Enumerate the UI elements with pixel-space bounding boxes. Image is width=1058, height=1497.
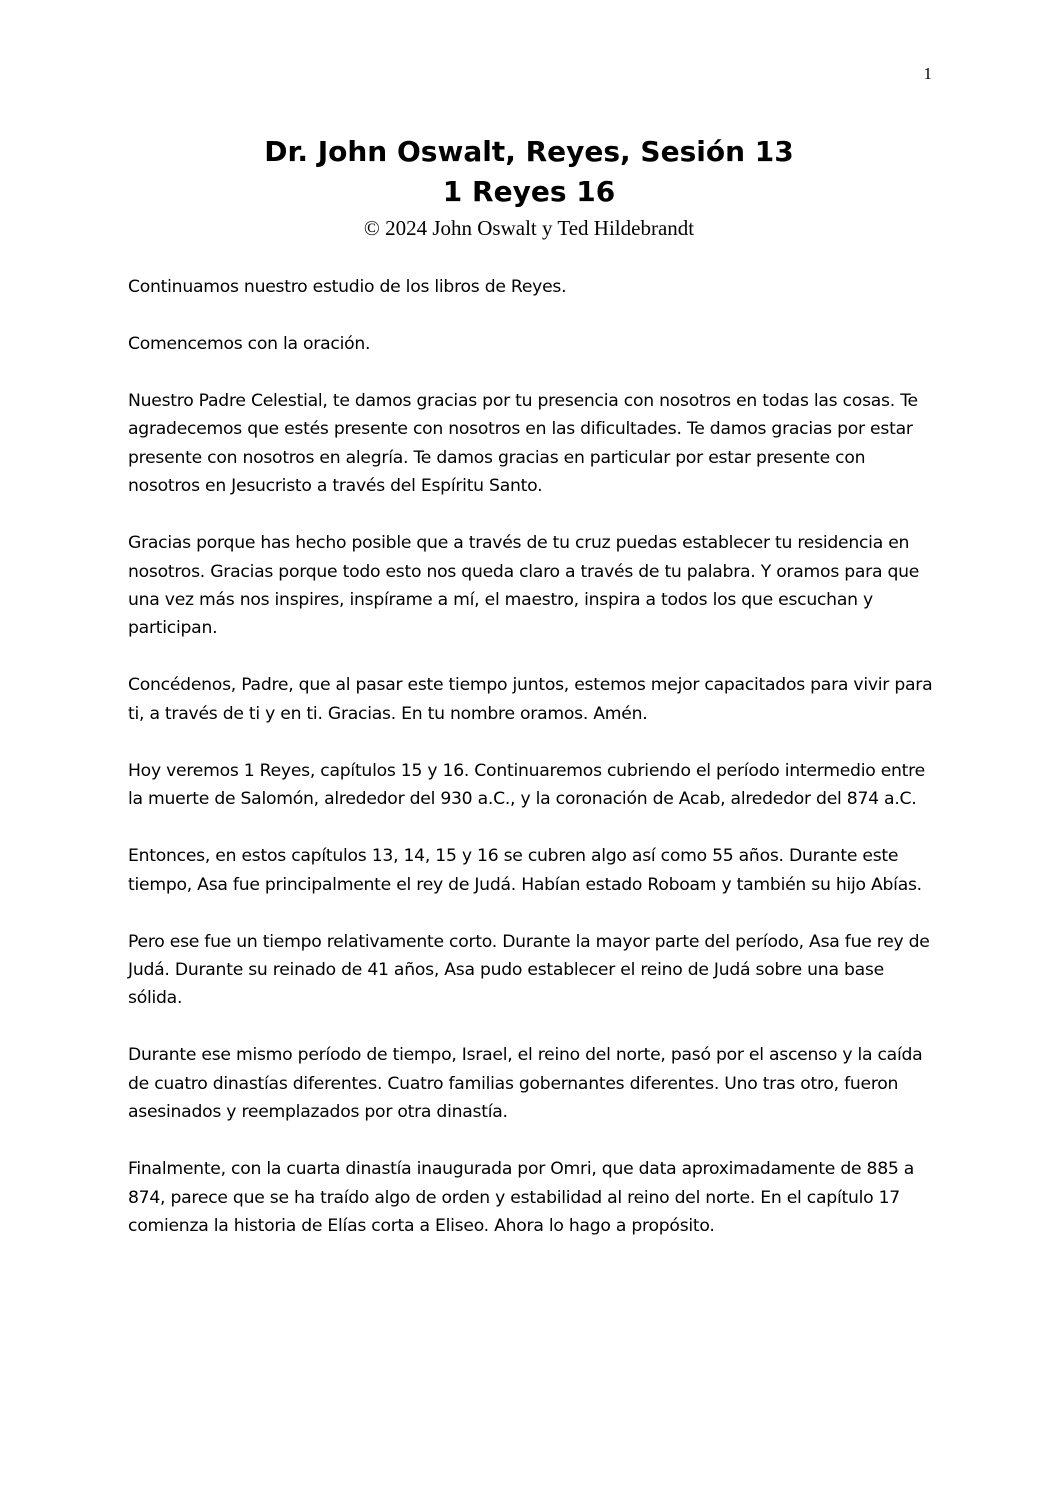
document-subtitle: 1 Reyes 16 bbox=[442, 175, 616, 208]
document-body bbox=[128, 273, 938, 1269]
document-title: Dr. John Oswalt, Reyes, Sesión 13 bbox=[264, 135, 794, 168]
paragraph: Pero ese fue un tiempo relativamente corto. Durante la mayor parte del período, Asa fue rey de Judá. Durante su reinado de 41 años, Asa pudo establecer el reino de Judá sobre una base sólida. bbox=[128, 931, 930, 1009]
paragraph: Concédenos, Padre, que al pasar este tiempo juntos, estemos mejor capacitados para vivir para ti, a través de ti y en ti. Gracias. En tu nombre oramos. Amén. bbox=[128, 675, 933, 724]
copyright-line: © 2024 John Oswalt y Ted Hildebrandt bbox=[363, 216, 695, 240]
paragraph: Comencemos con la oración. bbox=[128, 334, 371, 354]
paragraph: Continuamos nuestro estudio de los libros de Reyes. bbox=[128, 277, 567, 297]
page-number: 1 bbox=[923, 64, 932, 83]
paragraph: Nuestro Padre Celestial, te damos gracias por tu presencia con nosotros en todas las cosas. Te agradecemos que estés presente con nosotros en las dificultades. Te damos gracias por estar presente con nosotros en alegría. Te damos gracias en particular por estar presente con nosotros en Jesucristo a través del Espíritu Santo. bbox=[128, 391, 918, 497]
paragraph: Gracias porque has hecho posible que a través de tu cruz puedas establecer tu residencia en nosotros. Gracias porque todo esto nos queda claro a través de tu palabra. Y oramos para que una vez más nos inspires, inspírame a mí, el maestro, inspira a todos los que escuchan y participan. bbox=[128, 533, 920, 639]
document-header bbox=[0, 132, 1058, 242]
paragraph: Durante ese mismo período de tiempo, Israel, el reino del norte, pasó por el ascenso y la caída de cuatro dinastías diferentes. Cuatro familias gobernantes diferentes. Uno tras otro, fueron asesinados y reemplazados por otra dinastía. bbox=[128, 1045, 923, 1123]
paragraph: Entonces, en estos capítulos 13, 14, 15 y 16 se cubren algo así como 55 años. Durante este tiempo, Asa fue principalmente el rey de Judá. Habían estado Roboam y también su hijo Abías. bbox=[128, 846, 922, 895]
paragraph: Hoy veremos 1 Reyes, capítulos 15 y 16. Continuaremos cubriendo el período intermedio entre la muerte de Salomón, alrededor del 930 a.C., y la coronación de Acab, alrededor del 874 a.C. bbox=[128, 760, 925, 810]
paragraph: Finalmente, con la cuarta dinastía inaugurada por Omri, que data aproximadamente de 885 a 874, parece que se ha traído algo de orden y estabilidad al reino del norte. En el capítulo 17 comienza la historia de Elías corta a Eliseo. Ahora lo hago a propósito. bbox=[128, 1159, 915, 1237]
